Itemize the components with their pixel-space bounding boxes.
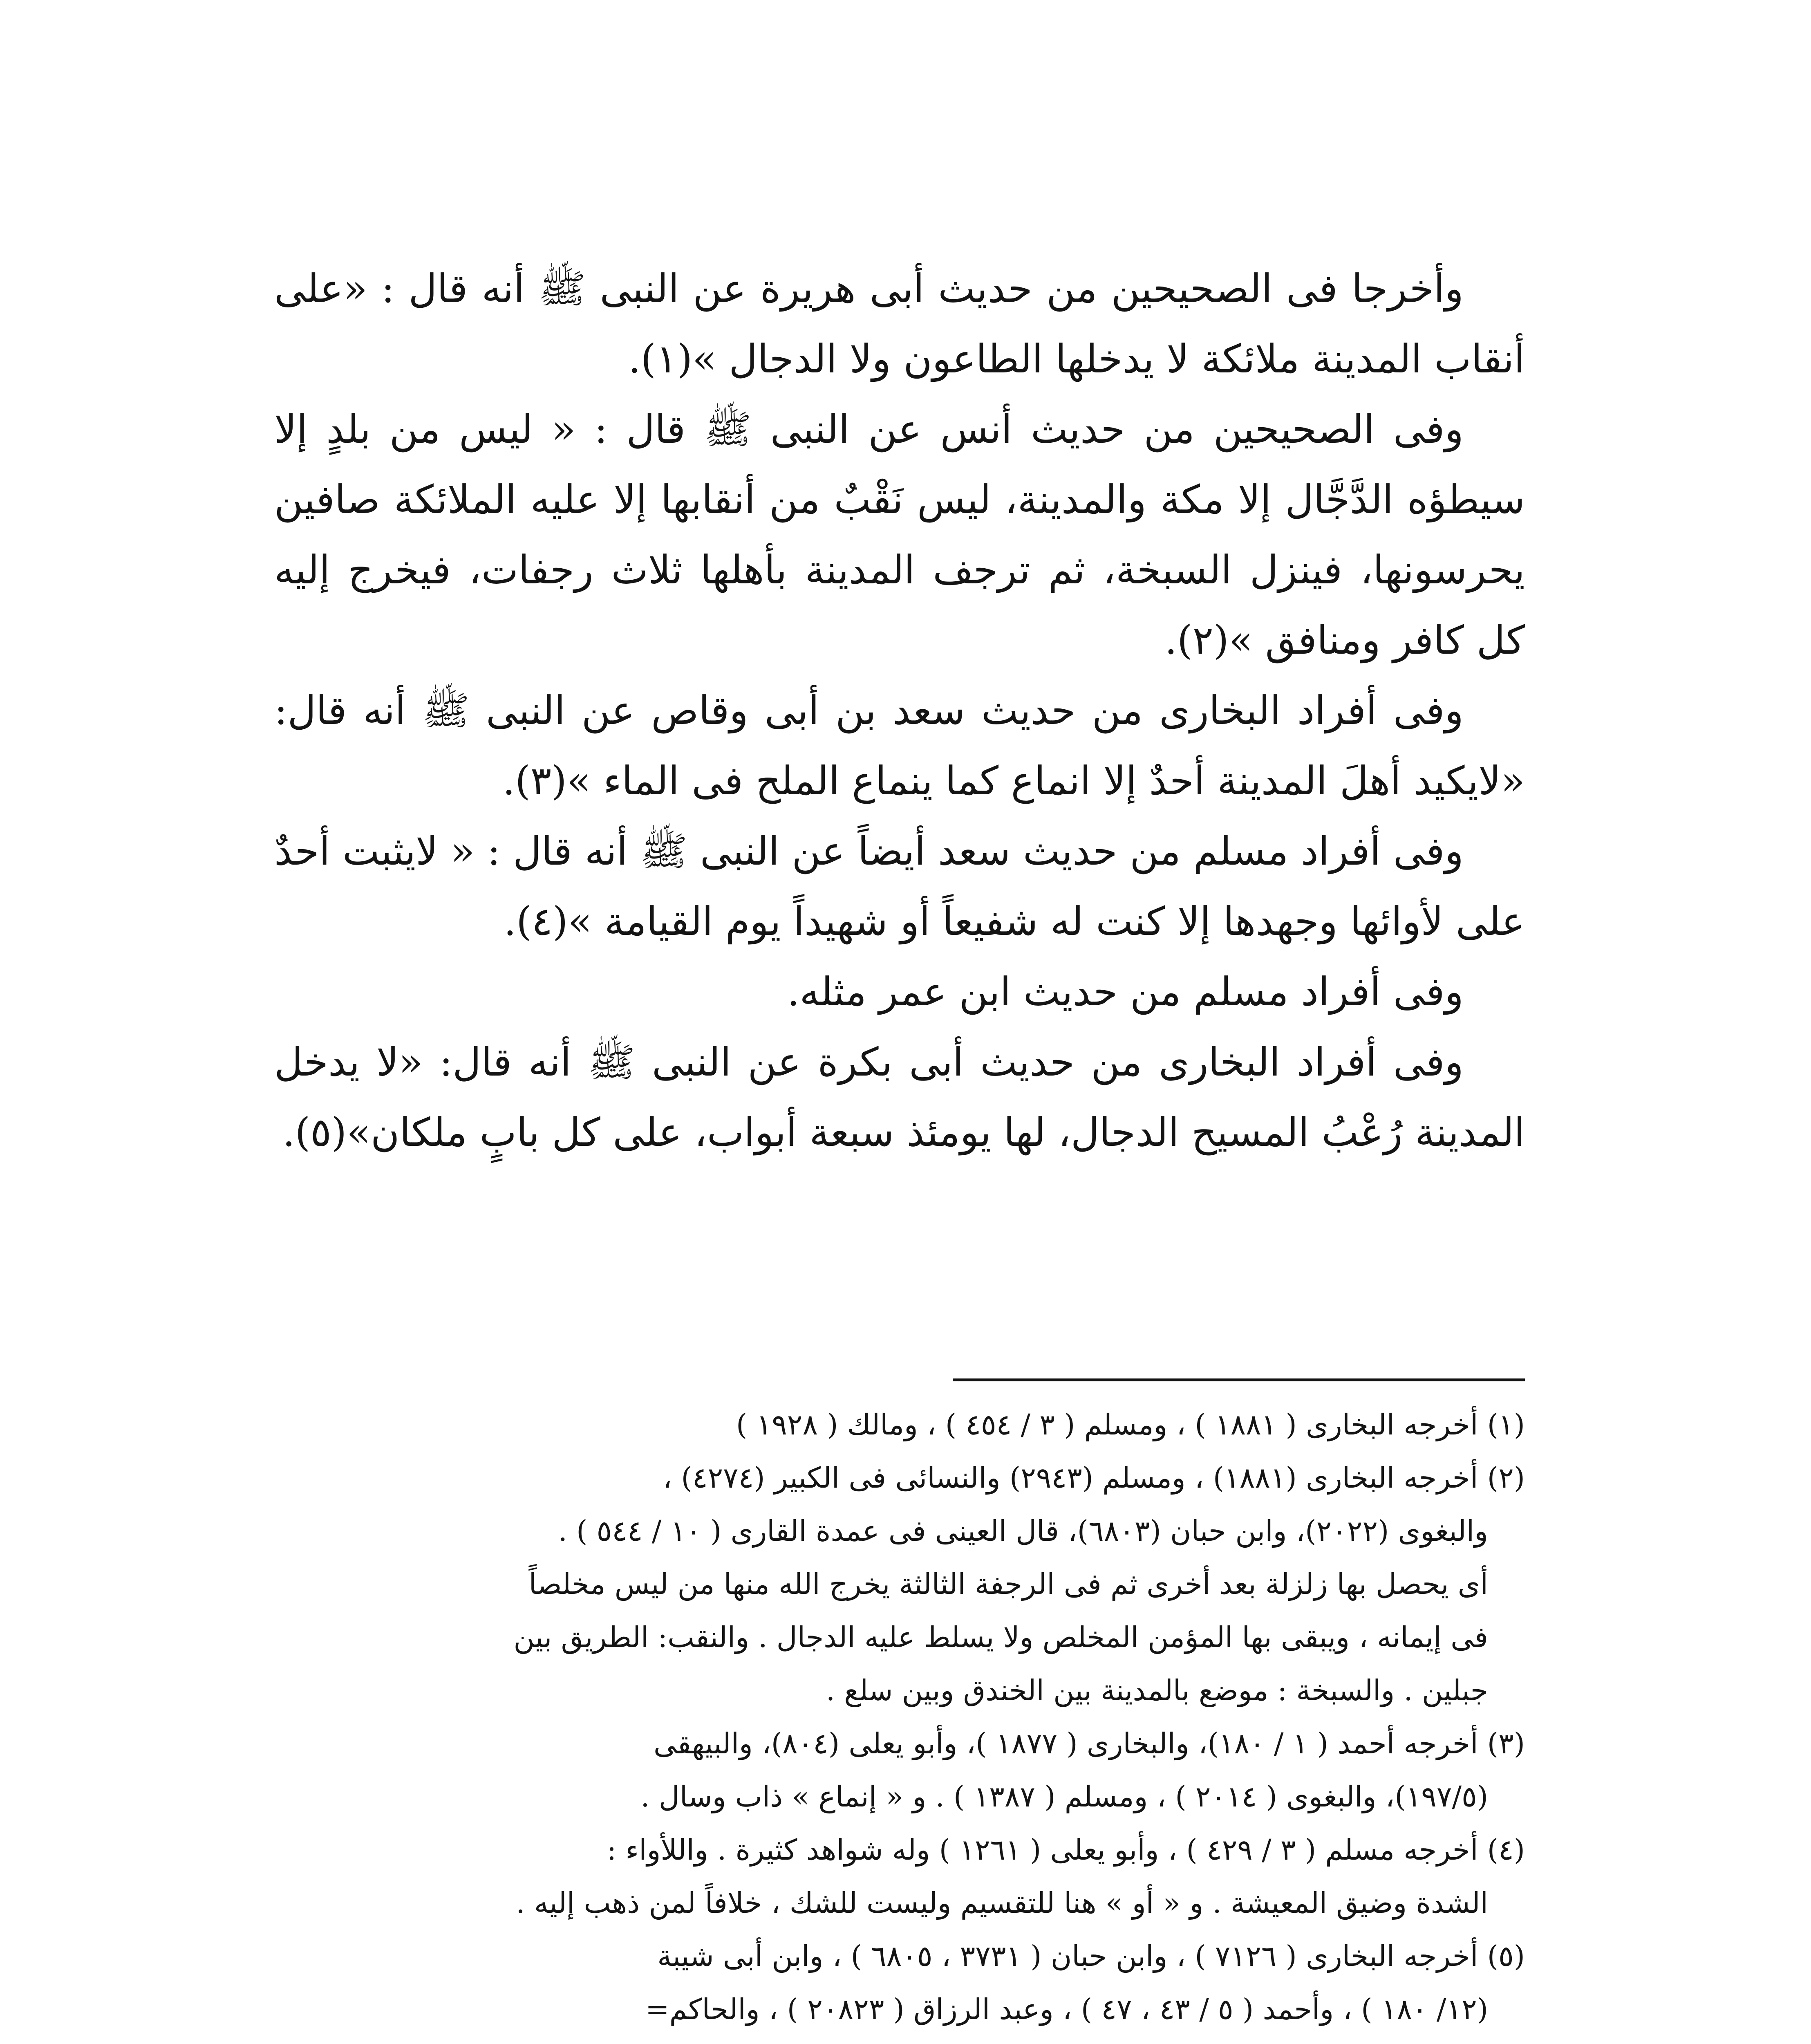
footnote-line: (١) أخرجه البخارى ( ١٨٨١ ) ، ومسلم ( ٣ / ٤٥٤ ) ، ومالك ( ١٩٢٨ ) xyxy=(736,1408,1525,1441)
footnotes-block xyxy=(274,1398,1525,2036)
footnote-3 xyxy=(274,1717,1525,1823)
footnote-line: (٤) أخرجه مسلم ( ٣ / ٤٢٩ ) ، وأبو يعلى ( ١٢٦١ ) وله شواهد كثيرة . واللأواء : xyxy=(607,1833,1525,1867)
footnote-line: (٥) أخرجه البخارى ( ٧١٢٦ ) ، وابن حبان ( ٣٧٣١ ، ٦٨٠٥ ) ، وابن أبى شيبة xyxy=(657,1939,1525,1973)
paragraph-3: وفى أفراد البخارى من حديث سعد بن أبى وقاص عن النبى ﷺ أنه قال: «لايكيد أهلَ المدينة أحدٌ إلا انماع كما ينماع الملح فى الماء »(٣). xyxy=(274,688,1525,804)
footnote-line: (٢) أخرجه البخارى (١٨٨١) ، ومسلم (٢٩٤٣) والنسائى فى الكبير (٤٢٧٤) ، xyxy=(663,1461,1525,1495)
footnote-line: (٣) أخرجه أحمد ( ١ / ١٨٠)، والبخارى ( ١٨٧٧ )، وأبو يعلى (٨٠٤)، والبيهقى xyxy=(654,1727,1525,1760)
footnote-line: أى يحصل بها زلزلة بعد أخرى ثم فى الرجفة الثالثة يخرج الله منها من ليس مخلصاً xyxy=(528,1567,1488,1601)
footnote-4 xyxy=(274,1823,1525,1930)
footnote-line: (١٩٧/٥)، والبغوى ( ٢٠١٤ ) ، ومسلم ( ١٣٨٧ ) . و « إنماع » ذاب وسال . xyxy=(640,1780,1488,1813)
paragraph-2: وفى الصحيحين من حديث أنس عن النبى ﷺ قال : « ليس من بلدٍ إلا سيطؤه الدَّجَّال إلا مكة والمدينة، ليس نَقْبٌ من أنقابها إلا عليه الملائكة صافين يحرسونها، فينزل السبخة، ثم ترجف المدينة بأهلها ثلاث رجفات، فيخرج إليه كل كافر ومنافق »(٢). xyxy=(274,406,1525,663)
footnote-line: والبغوى (٢٠٢٢)، وابن حبان (٦٨٠٣)، قال العينى فى عمدة القارى ( ١٠ / ٥٤٤ ) . xyxy=(558,1514,1488,1548)
footnote-2 xyxy=(274,1451,1525,1717)
footnote-line: (١٢/ ١٨٠ ) ، وأحمد ( ٥ / ٤٣ ، ٤٧ ) ، وعبد الرزاق ( ٢٠٨٢٣ ) ، والحاكم= xyxy=(645,1992,1488,2026)
footnote-5 xyxy=(274,1930,1525,2036)
paragraph-5: وفى أفراد مسلم من حديث ابن عمر مثله. xyxy=(787,969,1464,1015)
footnote-1 xyxy=(274,1398,1525,1451)
footnote-line: فى إيمانه ، ويبقى بها المؤمن المخلص ولا يسلط عليه الدجال . والنقب: الطريق بين xyxy=(513,1620,1488,1654)
paragraph-6: وفى أفراد البخارى من حديث أبى بكرة عن النبى ﷺ أنه قال: «لا يدخل المدينة رُعْبُ المسيح الدجال، لها يومئذ سبعة أبواب، على كل بابٍ ملكان»(٥). xyxy=(274,1039,1525,1155)
footnote-line: الشدة وضيق المعيشة . و « أو » هنا للتقسيم وليست للشك ، خلافاً لمن ذهب إليه . xyxy=(516,1886,1488,1920)
footnote-line: جبلين . والسبخة : موضع بالمدينة بين الخندق وبين سلع . xyxy=(826,1674,1488,1707)
paragraph-4: وفى أفراد مسلم من حديث سعد أيضاً عن النبى ﷺ أنه قال : « لايثبت أحدٌ على لأوائها وجهدها إلا كنت له شفيعاً أو شهيداً يوم القيامة »(٤). xyxy=(274,828,1525,944)
footnote-separator xyxy=(953,1378,1525,1381)
paragraph-1: وأخرجا فى الصحيحين من حديث أبى هريرة عن النبى ﷺ أنه قال : «على أنقاب المدينة ملائكة لا يدخلها الطاعون ولا الدجال »(١). xyxy=(274,266,1525,382)
main-text-block xyxy=(274,253,1525,1168)
